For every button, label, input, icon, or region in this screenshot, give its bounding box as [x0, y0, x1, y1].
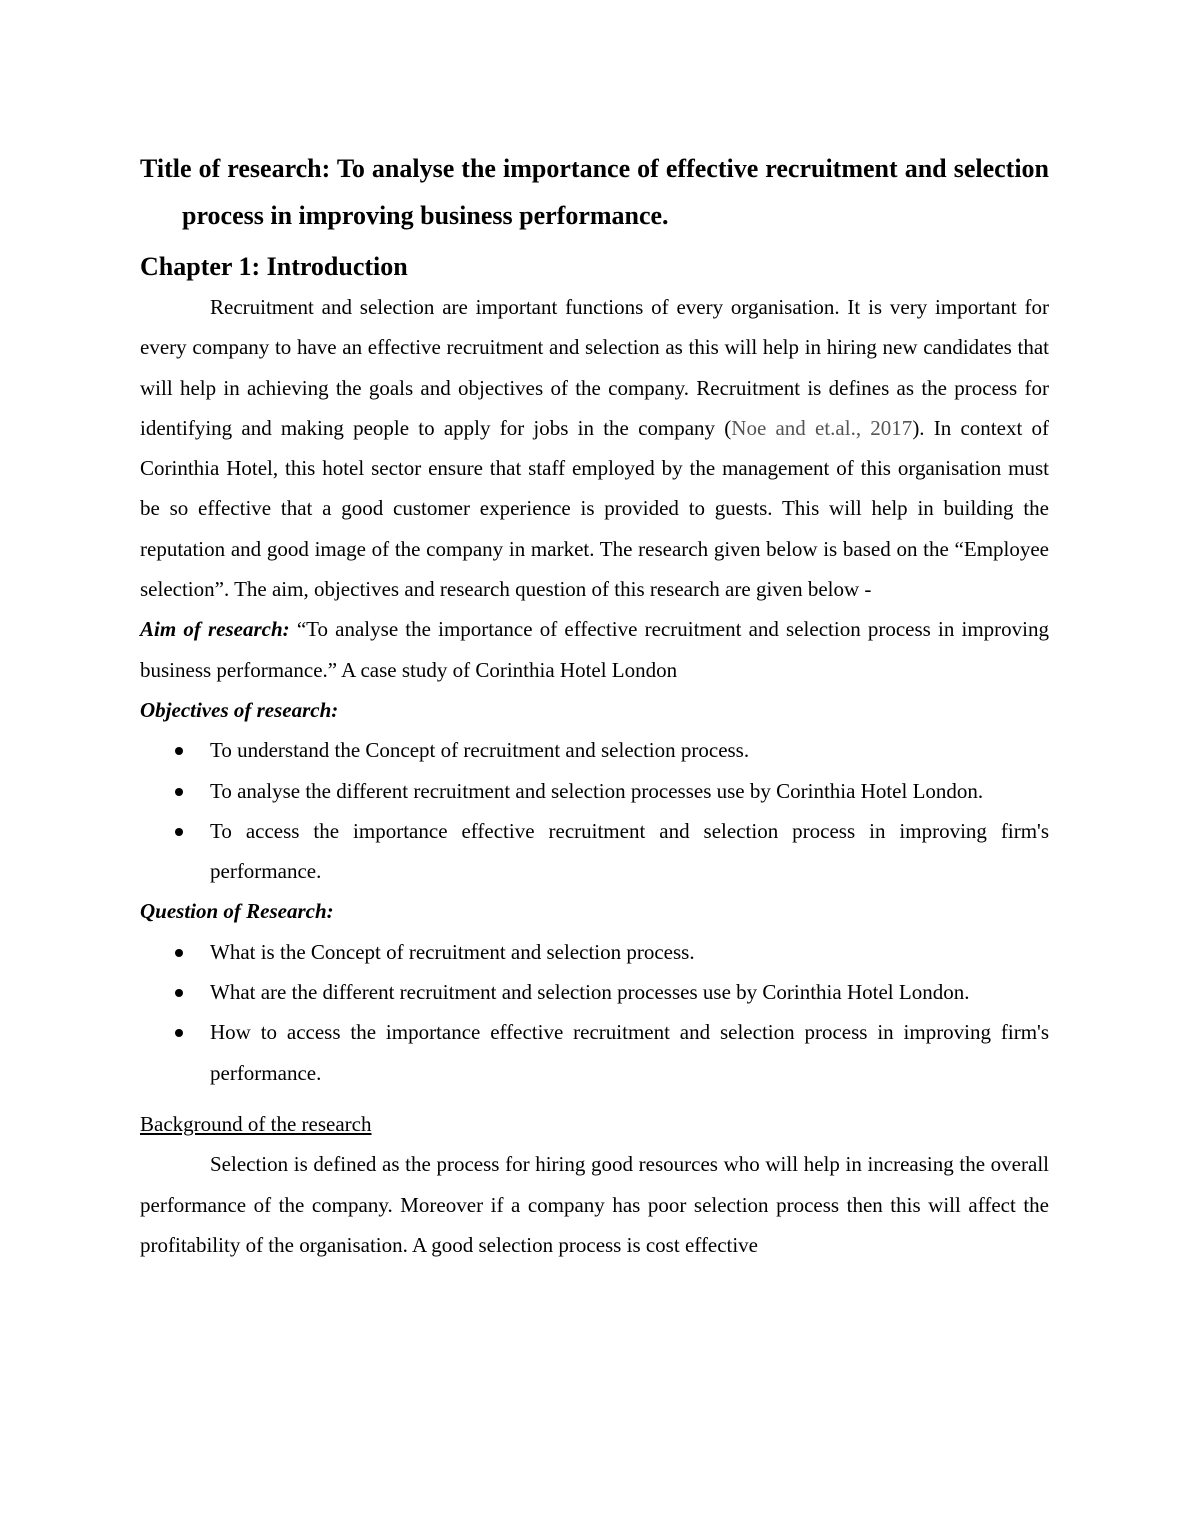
background-heading: [140, 1104, 1049, 1144]
intro-text-part1: Recruitment and selection are important functions of every organisation. It is very important for every company to have an effective recruitment and selection as this will help in hiring new candidates that will help in achieving the goals and objectives of the company. Recruitment is defines as the process for identifying and making people to apply for jobs in the company (: [140, 295, 1049, 440]
bullet-icon: [175, 1029, 183, 1037]
bullet-icon: [175, 788, 183, 796]
intro-paragraph: [140, 287, 1049, 609]
list-item: [140, 730, 1049, 770]
aim-paragraph: [140, 609, 1049, 690]
list-item: [140, 972, 1049, 1012]
questions-heading: Question of Research:: [140, 899, 334, 924]
aim-label: Aim of research:: [140, 617, 290, 642]
objectives-heading: Objectives of research:: [140, 697, 339, 722]
objectives-list: [140, 730, 1049, 891]
question-text: What is the Concept of recruitment and selection process.: [210, 939, 695, 964]
question-text: How to access the importance effective recruitment and selection process in improving firm's performance.: [210, 1020, 1049, 1085]
bullet-icon: [175, 949, 183, 957]
citation: Noe and et.al., 2017: [731, 415, 913, 440]
chapter-heading: Chapter 1: Introduction: [140, 252, 408, 281]
bullet-icon: [175, 828, 183, 836]
questions-list: [140, 932, 1049, 1093]
background-paragraph: Selection is defined as the process for hiring good resources who will help in increasing the overall performance of the company. Moreover if a company has poor selection process then this will affect the profitability of the organisation. A good selection process is cost effective: [140, 1152, 1049, 1257]
question-text: What are the different recruitment and selection processes use by Corinthia Hotel London.: [210, 980, 970, 1005]
list-item: [140, 811, 1049, 892]
background-heading-text: Background of the research: [140, 1111, 372, 1136]
research-title: Title of research: To analyse the importance of effective recruitment and selection process in improving business performance.: [140, 154, 1049, 230]
list-item: [140, 932, 1049, 972]
page-content: [140, 145, 1049, 1265]
list-item: [140, 771, 1049, 811]
intro-text-part2: ). In context of Corinthia Hotel, this hotel sector ensure that staff employed by the management of this organisation must be so effective that a good customer experience is provided to guests. This will help in building the reputation and good image of the company in market. The research given below is based on the “Employee selection”. The aim, objectives and research question of this research are given below -: [140, 415, 1050, 602]
objective-text: To understand the Concept of recruitment and selection process.: [210, 738, 750, 763]
bullet-icon: [175, 989, 183, 997]
bullet-icon: [175, 747, 183, 755]
list-item: [140, 1012, 1049, 1093]
aim-text: “To analyse the importance of effective recruitment and selection process in improving business performance.” A case study of Corinthia Hotel London: [140, 617, 1049, 682]
objective-text: To access the importance effective recruitment and selection process in improving firm's performance.: [210, 818, 1049, 884]
objective-text: To analyse the different recruitment and selection processes use by Corinthia Hotel London.: [210, 778, 984, 803]
